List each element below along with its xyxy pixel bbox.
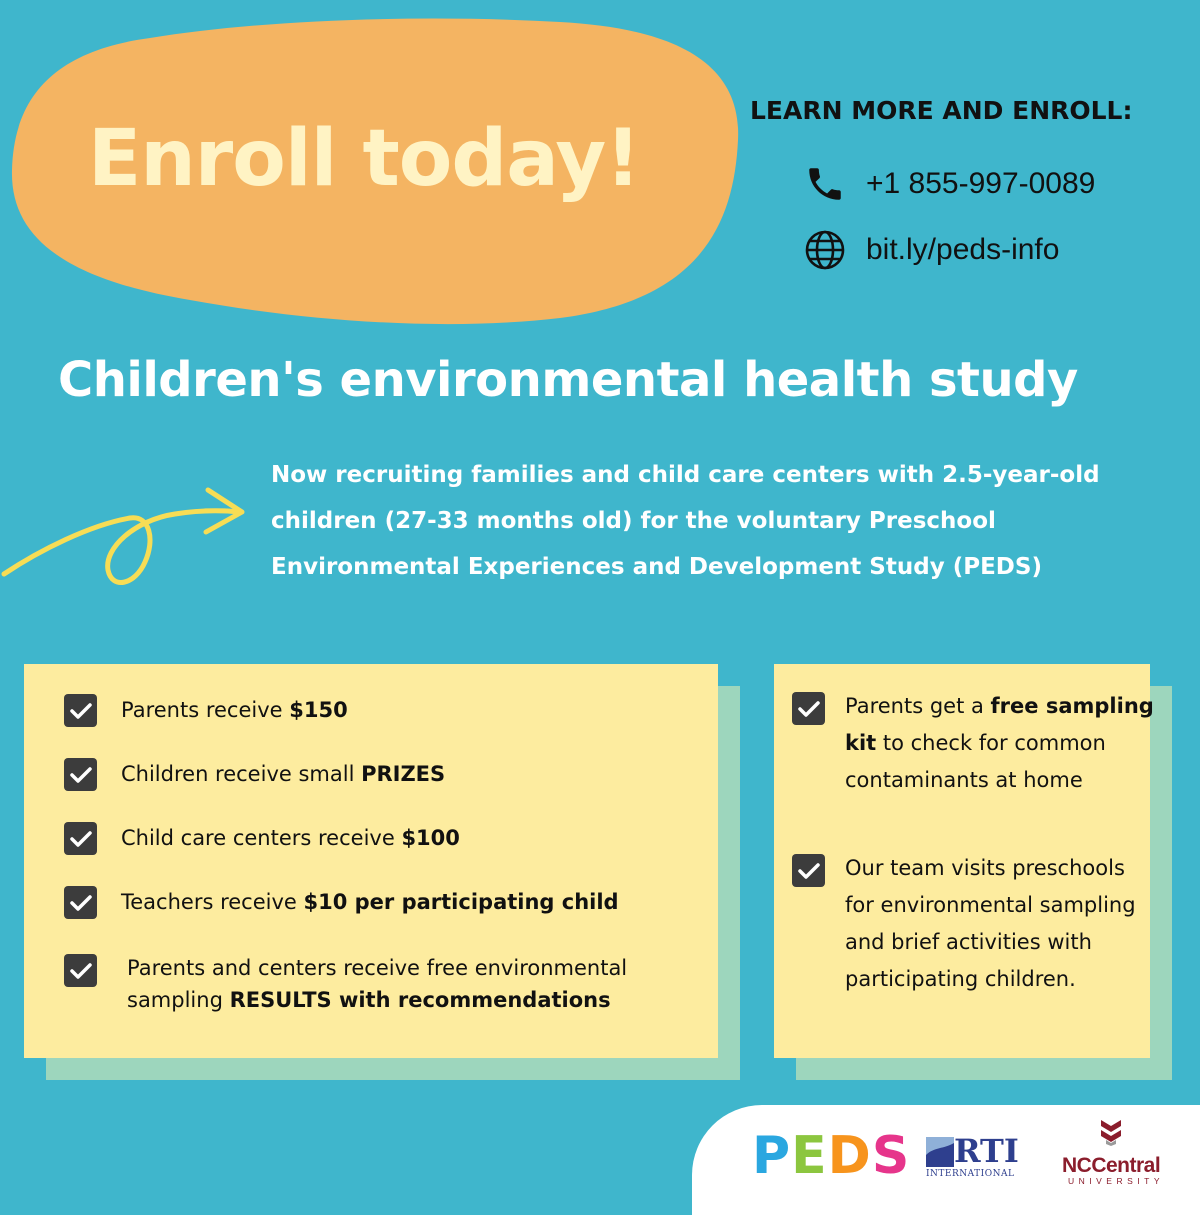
checkbox-icon [64, 758, 97, 791]
curly-arrow-icon [0, 470, 260, 600]
phone-contact[interactable] [804, 163, 1095, 205]
activities-card [774, 664, 1154, 1058]
benefit-text: Children receive small PRIZES [121, 762, 446, 786]
study-title: Children's environmental health study [58, 352, 1078, 408]
rti-logo-subtext: INTERNATIONAL [926, 1169, 1015, 1179]
enroll-title: Enroll today! [88, 114, 640, 204]
rti-logo-text: RTI [954, 1132, 1019, 1170]
website-contact[interactable] [804, 229, 1059, 271]
rti-international-logo [924, 1132, 1024, 1181]
benefits-card [24, 664, 718, 1058]
globe-icon [804, 229, 846, 271]
checkbox-icon [64, 886, 97, 919]
phone-icon [804, 163, 846, 205]
activity-text: Our team visits preschools for environmental sampling and brief activities with participating children. [845, 856, 1136, 991]
checkbox-icon [64, 822, 97, 855]
benefit-text: Child care centers receive $100 [121, 826, 460, 850]
checkbox-icon [792, 854, 825, 887]
learn-more-heading: LEARN MORE AND ENROLL: [750, 96, 1133, 125]
activity-item [792, 850, 1140, 998]
benefit-item [64, 822, 460, 855]
benefit-item [64, 694, 348, 727]
benefit-text: Teachers receive $10 per participating child [121, 890, 619, 914]
benefit-item [64, 954, 697, 1016]
benefit-text: Parents and centers receive free environmental sampling RESULTS with recommendations [127, 956, 628, 1012]
benefit-item [64, 758, 445, 791]
phone-number: +1 855-997-0089 [866, 167, 1096, 200]
recruitment-text: Now recruiting families and child care centers with 2.5-year-old children (27-33 months old) for the voluntary Preschool Environmental Experiences and Development Study (PEDS) [271, 462, 1100, 580]
activity-item [792, 688, 1155, 799]
nccu-logo-subtext: UNIVERSITY [1068, 1176, 1165, 1186]
website-link[interactable]: bit.ly/peds-info [866, 233, 1060, 266]
peds-logo: PEDS [752, 1126, 911, 1186]
checkbox-icon [792, 692, 825, 725]
checkbox-icon [64, 954, 97, 987]
checkbox-icon [64, 694, 97, 727]
nccu-logo-text: NCCentral [1062, 1154, 1161, 1177]
nccu-logo [1056, 1118, 1176, 1188]
benefit-item [64, 886, 619, 919]
activity-text: Parents get a free sampling kit to check for common contaminants at home [845, 694, 1154, 792]
benefit-text: Parents receive $150 [121, 698, 348, 722]
